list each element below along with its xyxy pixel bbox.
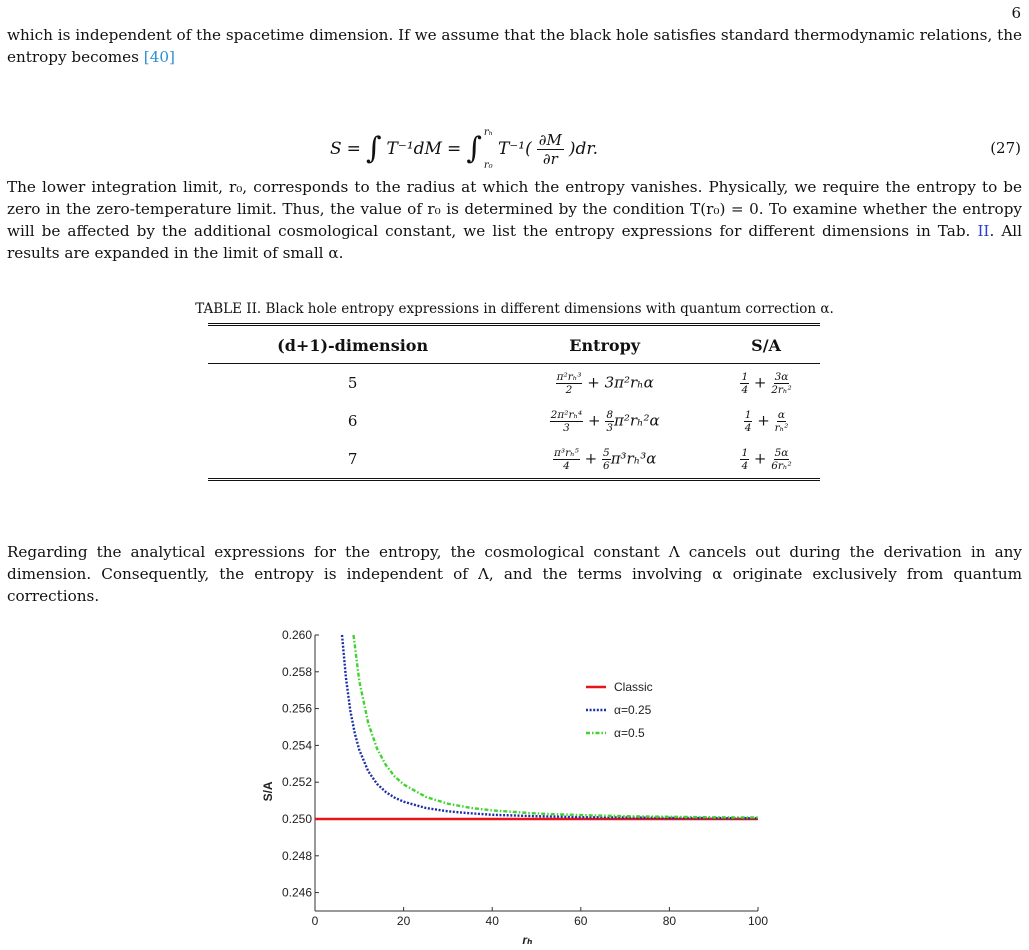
col-header-s-over-a: S/A: [712, 325, 820, 364]
cell-dimension: 6: [347, 412, 358, 430]
col-header-entropy: Entropy: [497, 325, 712, 364]
legend-label: Classic: [614, 680, 653, 694]
eq-integrand-1: T⁻¹dM: [386, 139, 442, 159]
upper-limit: rₕ: [483, 127, 493, 138]
equation-27: [0, 125, 1029, 173]
quarter-fraction: $\frac{1}{4}$: [744, 408, 752, 434]
paragraph-intro-text: which is independent of the spacetime dimension. If we assume that the black hole satisfies standard thermodynamic relations, the entropy becomes: [7, 26, 1022, 66]
lower-limit: r₀: [483, 160, 493, 171]
eq-integrand-2-pre: T⁻¹(: [497, 139, 532, 159]
entropy-chart: [250, 625, 780, 947]
cell-dimension: 7: [208, 440, 497, 480]
y-tick-label: 0.246: [281, 885, 312, 900]
eq-equals-1: =: [346, 139, 361, 159]
y-axis-label: S/A: [261, 781, 275, 802]
eq-equals-2: =: [446, 139, 462, 159]
correction-fraction: $\frac{\alpha}{\text{rₕ²}}$: [774, 408, 789, 434]
paragraph-cosmological-constant: Regarding the analytical expressions for the entropy, the cosmological constant Λ cancels out during the derivation in any dimension. Consequently, the entropy is independent of Λ, and the terms involving α originate exclusively from quantum corrections.: [7, 543, 1022, 605]
correction-fraction: $\frac{3\alpha}{\text{2rₕ²}}$: [771, 370, 792, 396]
cell-dimension: 5: [347, 374, 358, 392]
entropy-fraction: $\frac{\text{2π²rₕ⁴}}{3}$: [550, 408, 583, 434]
eq-integrand-2-post: )dr.: [568, 139, 599, 159]
y-tick-label: 0.258: [281, 664, 312, 679]
series-line-1: [342, 635, 758, 818]
table-caption: TABLE II. Black hole entropy expressions in different dimensions with quantum correction α.: [195, 301, 834, 317]
entropy-table: [208, 323, 820, 481]
cell-entropy: $\frac{\text{2π²rₕ⁴}}{3}$ + $\frac{8}{3}$ π²rₕ²α: [550, 408, 660, 434]
paragraph-2-text: The lower integration limit, r₀, corresponds to the radius at which the entropy vanishes. Physically, we require the entropy to be zero in the zero-temperature limit. Thus, the value of r₀ is determined by the condition T(r₀) = 0. To examine whether the entropy will be affected by the additional cosmological constant, we list the entropy expressions for different dimensions in Tab.: [7, 178, 1022, 240]
x-tick-label: 20: [396, 914, 411, 928]
cell-entropy: $\frac{\text{π²rₕ³}}{2}$ + 3π²rₕα: [556, 370, 654, 396]
x-tick-label: 40: [485, 914, 499, 928]
legend-label: α=0.5: [614, 726, 645, 740]
table-header-row: [208, 325, 820, 364]
partial-derivative: [537, 131, 564, 168]
entropy-fraction: $\frac{\text{π³rₕ⁵}}{4}$: [554, 446, 579, 472]
cell-s-over-a: $\frac{1}{4}$ + $\frac{5\alpha}{\text{6rₕ²}}$: [712, 440, 820, 480]
x-tick-label: 0: [311, 914, 319, 928]
series-line-2: [354, 635, 759, 818]
table-row: [208, 440, 820, 480]
paragraph-integration-limit: [7, 176, 1022, 264]
legend-label: α=0.25: [614, 703, 652, 717]
table-row: [208, 364, 820, 403]
frac-numerator: ∂M: [538, 130, 562, 149]
paragraph-2-tail: . All results are expanded in the limit of small α.: [7, 222, 1023, 262]
y-tick-label: 0.254: [281, 738, 312, 753]
cell-entropy: $\frac{\text{π³rₕ⁵}}{4}$ + $\frac{5}{6}$ π³rₕ³α: [497, 440, 712, 480]
entropy-fraction: $\frac{\text{π²rₕ³}}{2}$: [556, 370, 582, 396]
y-tick-label: 0.252: [281, 775, 312, 790]
quarter-fraction: $\frac{1}{4}$: [741, 446, 749, 472]
cell-s-over-a: $\frac{1}{4}$ + $\frac{\alpha}{\text{rₕ²}}$: [744, 408, 789, 434]
frac-denominator: ∂r: [542, 149, 558, 168]
y-tick-label: 0.256: [281, 701, 312, 716]
x-axis-label: rₕ: [522, 933, 533, 947]
integral-limits: [484, 127, 493, 171]
coefficient-fraction: $\frac{5}{6}$: [603, 446, 610, 472]
x-tick-label: 100: [747, 914, 769, 928]
x-tick-label: 60: [574, 914, 588, 928]
y-tick-label: 0.250: [281, 812, 312, 826]
integral-sign-2: ∫: [466, 131, 482, 166]
col-header-dimension: (d+1)-dimension: [208, 325, 497, 364]
eq-lhs: S: [330, 139, 342, 159]
page-number: 6: [1011, 4, 1021, 22]
correction-fraction: $\frac{5\alpha}{\text{6rₕ²}}$: [771, 446, 792, 472]
table-ref-link[interactable]: II: [977, 222, 990, 240]
coefficient-fraction: $\frac{8}{3}$: [606, 408, 614, 434]
integral-sign-1: ∫: [365, 131, 382, 166]
y-tick-label: 0.260: [281, 628, 312, 642]
x-tick-label: 80: [662, 914, 677, 928]
citation-link[interactable]: [40]: [143, 48, 175, 66]
cell-s-over-a: $\frac{1}{4}$ + $\frac{3\alpha}{\text{2rₕ²}}$: [741, 370, 792, 396]
equation-number: (27): [990, 139, 1021, 157]
paragraph-intro: [7, 24, 1022, 68]
table-row: [208, 402, 820, 440]
y-tick-label: 0.248: [281, 848, 312, 863]
quarter-fraction: $\frac{1}{4}$: [741, 370, 749, 396]
